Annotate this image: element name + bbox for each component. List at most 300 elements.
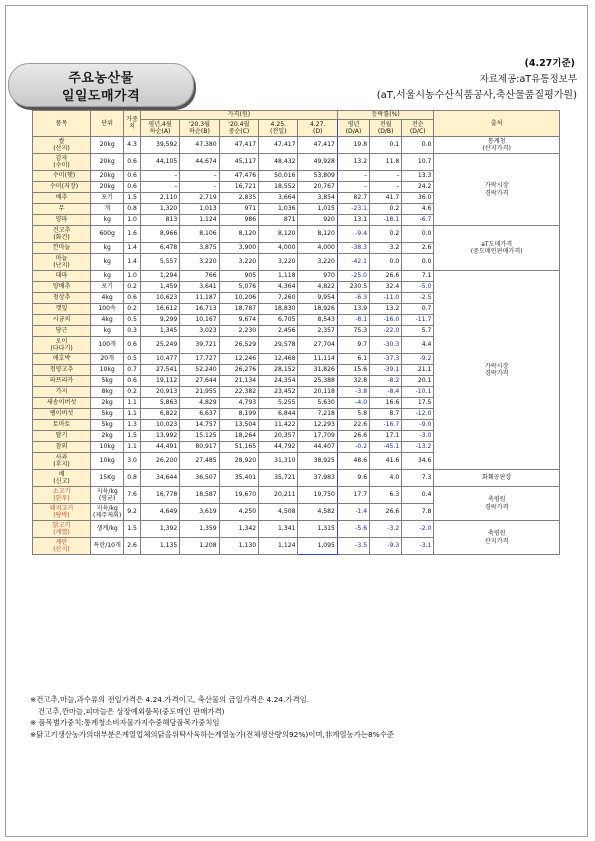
price-d: 20,118 — [298, 387, 337, 398]
weight: 0.2 — [124, 282, 141, 293]
source-cell: 축평원 경락가격 — [434, 487, 560, 521]
price-b: 17,727 — [180, 354, 219, 365]
price-c: 4,793 — [219, 398, 258, 409]
price-c: 26,529 — [219, 337, 258, 354]
price-c: 18,787 — [219, 304, 258, 315]
price-c: 3,220 — [219, 254, 258, 271]
price-p: 2,456 — [259, 326, 298, 337]
price-table-body — [33, 137, 560, 555]
table-row — [33, 271, 560, 282]
source-label: 자료제공:aT유통정보부 — [479, 74, 577, 85]
ratio-dc: 13.3 — [402, 171, 434, 182]
weight: 0.6 — [124, 376, 141, 387]
weight: 1.1 — [124, 442, 141, 453]
weight: 1.0 — [124, 271, 141, 282]
price-b: 47,380 — [180, 137, 219, 154]
header-ratio-da: 평년 (D/A) — [337, 120, 369, 137]
weight: 1.5 — [124, 193, 141, 204]
unit: 생계/kg — [91, 521, 124, 538]
unit: 포기 — [91, 193, 124, 204]
source-detail: (aT,서울시농수산식품공사,축산물품질평가원) — [376, 90, 577, 101]
price-c: 971 — [219, 204, 258, 215]
ratio-da: 19.8 — [337, 137, 369, 154]
item-name: 닭고기 (계열) — [33, 521, 91, 538]
weight: 0.8 — [124, 204, 141, 215]
price-a: 44,491 — [140, 442, 179, 453]
unit: 600g — [91, 226, 124, 243]
price-p: 18,552 — [259, 182, 298, 193]
ratio-da: -25.0 — [337, 271, 369, 282]
price-table — [32, 110, 560, 555]
ratio-da: -38.3 — [337, 243, 369, 254]
price-a: 6,478 — [140, 243, 179, 254]
price-b: 766 — [180, 271, 219, 282]
table-row — [33, 226, 560, 243]
ratio-dc: 0.0 — [402, 226, 434, 243]
header-ratio-dc: 전순 (D/C) — [402, 120, 434, 137]
ratio-db: 6.3 — [370, 487, 402, 504]
price-c: 1,342 — [219, 521, 258, 538]
footnote-4: ※닭고기생산농가의대부분은계열업체의닭을위탁사육하는계열농가(전체생산량의92%)이며,非계열농가는8%수준 — [30, 729, 394, 739]
ratio-da: 13.2 — [337, 154, 369, 171]
item-name: 팽이버섯 — [33, 409, 91, 420]
price-p: 4,508 — [259, 504, 298, 521]
price-p: 1,341 — [259, 521, 298, 538]
item-name: 소고기 (한우) — [33, 487, 91, 504]
title-line-1: 주요농산물 — [68, 71, 134, 86]
price-d: 1,315 — [298, 521, 337, 538]
ratio-db: 32.4 — [370, 282, 402, 293]
item-name: 애호박 — [33, 354, 91, 365]
ratio-db: -39.1 — [370, 365, 402, 376]
price-p: 4,000 — [259, 243, 298, 254]
price-a: 1,135 — [140, 538, 179, 555]
ratio-dc: 5.7 — [402, 326, 434, 337]
item-name: 청양고추 — [33, 365, 91, 376]
item-name: 배추 — [33, 193, 91, 204]
price-c: 45,117 — [219, 154, 258, 171]
price-a: 9,299 — [140, 315, 179, 326]
source-cell: 화훼공판장 — [434, 470, 560, 487]
unit: kg — [91, 215, 124, 226]
price-c: 22,382 — [219, 387, 258, 398]
ratio-db: 0.2 — [370, 204, 402, 215]
weight: 2.6 — [124, 538, 141, 555]
weight: 1.1 — [124, 398, 141, 409]
price-b: 36,507 — [180, 470, 219, 487]
ratio-da: 13.1 — [337, 215, 369, 226]
unit: 20kg — [91, 137, 124, 154]
ratio-dc: 24.2 — [402, 182, 434, 193]
price-a: – — [140, 182, 179, 193]
unit: kg — [91, 271, 124, 282]
date-label: (4.27기준) — [524, 58, 575, 69]
price-a: – — [140, 171, 179, 182]
ratio-dc: -13.2 — [402, 442, 434, 453]
unit: 포기 — [91, 282, 124, 293]
price-c: 47,476 — [219, 171, 258, 182]
source-cell: aT도매가격 (중도매인판매가격) — [434, 226, 560, 271]
price-p: 12,468 — [259, 354, 298, 365]
price-b: 1,013 — [180, 204, 219, 215]
ratio-dc: -12.0 — [402, 409, 434, 420]
item-name: 시금치 — [33, 315, 91, 326]
weight: 0.6 — [124, 293, 141, 304]
price-c: 16,721 — [219, 182, 258, 193]
price-d: 8,543 — [298, 315, 337, 326]
price-a: 25,249 — [140, 337, 179, 354]
price-d: 1,015 — [298, 204, 337, 215]
item-name: 딸기 — [33, 431, 91, 442]
price-d: 27,704 — [298, 337, 337, 354]
price-p: 48,432 — [259, 154, 298, 171]
unit: 지육/kg (제주제외) — [91, 504, 124, 521]
ratio-db: 41.6 — [370, 453, 402, 470]
weight: 0.6 — [124, 171, 141, 182]
unit: 10kg — [91, 442, 124, 453]
price-d: 18,926 — [298, 304, 337, 315]
ratio-dc: -10.1 — [402, 387, 434, 398]
unit: 5kg — [91, 376, 124, 387]
price-b: 3,619 — [180, 504, 219, 521]
header-col-a: 평년,4월 하순(A) — [140, 120, 179, 137]
price-d: 25,388 — [298, 376, 337, 387]
price-p: 29,578 — [259, 337, 298, 354]
price-p: 5,255 — [259, 398, 298, 409]
price-b: 1,208 — [180, 538, 219, 555]
table-row — [33, 137, 560, 154]
price-p: 47,417 — [259, 137, 298, 154]
price-b: 18,587 — [180, 487, 219, 504]
ratio-db: 41.7 — [370, 193, 402, 204]
ratio-da: 13.9 — [337, 304, 369, 315]
footnote-3: ※ 품목별가중치:통계청소비자물가지수중해당품목가중치임 — [30, 718, 220, 727]
price-b: 27,485 — [180, 453, 219, 470]
ratio-da: -0.2 — [337, 442, 369, 453]
price-p: 20,211 — [259, 487, 298, 504]
ratio-dc: -9.0 — [402, 420, 434, 431]
price-a: 8,966 — [140, 226, 179, 243]
ratio-da: -9.4 — [337, 226, 369, 243]
ratio-db: -8.2 — [370, 376, 402, 387]
ratio-da: -8.1 — [337, 315, 369, 326]
price-a: 2,110 — [140, 193, 179, 204]
weight: 1.3 — [124, 420, 141, 431]
price-a: 16,612 — [140, 304, 179, 315]
price-c: 1,130 — [219, 538, 258, 555]
weight: 9.2 — [124, 504, 141, 521]
price-c: 2,230 — [219, 326, 258, 337]
ratio-da: 75.3 — [337, 326, 369, 337]
header-ratio-group: 등락률(%) — [337, 111, 433, 120]
price-b: 2,719 — [180, 193, 219, 204]
price-d: 37,983 — [298, 470, 337, 487]
item-name: 오이 (다다기) — [33, 337, 91, 354]
price-p: 4,364 — [259, 282, 298, 293]
ratio-da: -3.5 — [337, 538, 369, 555]
price-a: 20,913 — [140, 387, 179, 398]
ratio-dc: 0.4 — [402, 487, 434, 504]
item-name: 마늘 (난지) — [33, 254, 91, 271]
price-b: 3,875 — [180, 243, 219, 254]
ratio-db: 0.0 — [370, 254, 402, 271]
ratio-dc: -6.7 — [402, 215, 434, 226]
price-p: 31,310 — [259, 453, 298, 470]
price-c: 26,276 — [219, 365, 258, 376]
ratio-da: 15.6 — [337, 365, 369, 376]
item-name: 배 (신고) — [33, 470, 91, 487]
ratio-db: -16.7 — [370, 420, 402, 431]
unit: kg — [91, 243, 124, 254]
weight: 1.5 — [124, 431, 141, 442]
price-p: 35,721 — [259, 470, 298, 487]
ratio-db: 3.2 — [370, 243, 402, 254]
price-d: 3,854 — [298, 193, 337, 204]
ratio-da: -3.8 — [337, 387, 369, 398]
unit: 20kg — [91, 182, 124, 193]
table-row — [33, 154, 560, 171]
price-a: 5,863 — [140, 398, 179, 409]
price-a: 1,345 — [140, 326, 179, 337]
unit: kg — [91, 326, 124, 337]
item-name: 돼지고기 (탕박) — [33, 504, 91, 521]
price-c: 3,900 — [219, 243, 258, 254]
price-c: 8,199 — [219, 409, 258, 420]
price-c: 35,401 — [219, 470, 258, 487]
ratio-da: 5.8 — [337, 409, 369, 420]
price-d: 5,630 — [298, 398, 337, 409]
item-name: 참외 — [33, 442, 91, 453]
ratio-dc: 0.7 — [402, 304, 434, 315]
header-ratio-db: 전월 (D/B) — [370, 120, 402, 137]
price-b: 21,955 — [180, 387, 219, 398]
ratio-dc: 4.6 — [402, 204, 434, 215]
item-name: 쌀 (산지) — [33, 137, 91, 154]
price-p: 44,792 — [259, 442, 298, 453]
unit: 10kg — [91, 365, 124, 376]
price-p: 7,260 — [259, 293, 298, 304]
price-c: 51,165 — [219, 442, 258, 453]
item-name: 무 — [33, 204, 91, 215]
weight: 0.5 — [124, 315, 141, 326]
item-name: 대파 — [33, 271, 91, 282]
item-name: 당근 — [33, 326, 91, 337]
price-b: 16,713 — [180, 304, 219, 315]
price-b: 10,167 — [180, 315, 219, 326]
price-a: 13,992 — [140, 431, 179, 442]
price-a: 5,557 — [140, 254, 179, 271]
weight: 1.1 — [124, 409, 141, 420]
price-d: 4,582 — [298, 504, 337, 521]
weight: 0.6 — [124, 154, 141, 171]
unit: 개 — [91, 204, 124, 215]
price-c: 13,504 — [219, 420, 258, 431]
unit: 지육/kg (평균) — [91, 487, 124, 504]
header-item: 품목 — [33, 111, 91, 137]
price-p: 871 — [259, 215, 298, 226]
source-cell: 축평원 산지가격 — [434, 521, 560, 555]
price-d: 3,220 — [298, 254, 337, 271]
ratio-dc: 0.0 — [402, 137, 434, 154]
item-name: 깐마늘 — [33, 243, 91, 254]
price-a: 10,477 — [140, 354, 179, 365]
price-b: 15,125 — [180, 431, 219, 442]
price-d: 44,407 — [298, 442, 337, 453]
item-name: 수미(저장) — [33, 182, 91, 193]
weight: 1.6 — [124, 226, 141, 243]
ratio-db: -11.0 — [370, 293, 402, 304]
ratio-dc: -9.2 — [402, 354, 434, 365]
price-b: 8,106 — [180, 226, 219, 243]
price-b: 3,220 — [180, 254, 219, 271]
ratio-da: – — [337, 171, 369, 182]
ratio-dc: 17.5 — [402, 398, 434, 409]
ratio-db: 16.6 — [370, 398, 402, 409]
ratio-da: 9.6 — [337, 470, 369, 487]
ratio-da: -6.3 — [337, 293, 369, 304]
price-d: 11,114 — [298, 354, 337, 365]
price-b: 1,359 — [180, 521, 219, 538]
header-source: 출처 — [434, 111, 560, 137]
price-d: 12,293 — [298, 420, 337, 431]
price-d: 920 — [298, 215, 337, 226]
price-p: 6,705 — [259, 315, 298, 326]
item-name: 양파 — [33, 215, 91, 226]
price-b: – — [180, 171, 219, 182]
item-name: 토마토 — [33, 420, 91, 431]
ratio-da: -4.0 — [337, 398, 369, 409]
price-a: 26,200 — [140, 453, 179, 470]
ratio-db: – — [370, 182, 402, 193]
unit: 20kg — [91, 154, 124, 171]
ratio-db: 4.0 — [370, 470, 402, 487]
price-c: 18,264 — [219, 431, 258, 442]
unit: 2kg — [91, 398, 124, 409]
price-a: 19,112 — [140, 376, 179, 387]
source-cell: 통계청 (산지가격) — [434, 137, 560, 154]
ratio-dc: 21.1 — [402, 365, 434, 376]
price-b: 1,124 — [180, 215, 219, 226]
price-d: 20,767 — [298, 182, 337, 193]
price-p: 23,452 — [259, 387, 298, 398]
table-row — [33, 470, 560, 487]
footnote-1: ※건고추,마늘,과수류의 전일가격은 4.24.가격이고, 축산물의 금일가격은 4.24.가격임. — [30, 695, 310, 704]
price-c: 28,920 — [219, 453, 258, 470]
ratio-dc: 10.7 — [402, 154, 434, 171]
price-a: 10,623 — [140, 293, 179, 304]
ratio-dc: -11.7 — [402, 315, 434, 326]
unit: 2kg — [91, 431, 124, 442]
price-d: 53,809 — [298, 171, 337, 182]
item-name: 사과 (후지) — [33, 453, 91, 470]
price-c: 8,120 — [219, 226, 258, 243]
ratio-db: 11.8 — [370, 154, 402, 171]
ratio-dc: 34.6 — [402, 453, 434, 470]
price-p: 3,664 — [259, 193, 298, 204]
price-p: 50,016 — [259, 171, 298, 182]
ratio-db: -30.3 — [370, 337, 402, 354]
ratio-dc: -5.0 — [402, 282, 434, 293]
price-d: 7,218 — [298, 409, 337, 420]
price-p: 8,120 — [259, 226, 298, 243]
weight: 1.5 — [124, 521, 141, 538]
price-d: 9,954 — [298, 293, 337, 304]
item-name: 새송이버섯 — [33, 398, 91, 409]
price-b: 14,757 — [180, 420, 219, 431]
weight: 4.3 — [124, 137, 141, 154]
price-p: 3,220 — [259, 254, 298, 271]
ratio-dc: 7.8 — [402, 504, 434, 521]
price-c: 12,246 — [219, 354, 258, 365]
price-a: 39,592 — [140, 137, 179, 154]
ratio-dc: 36.0 — [402, 193, 434, 204]
price-p: 11,422 — [259, 420, 298, 431]
ratio-da: 6.1 — [337, 354, 369, 365]
ratio-db: -22.0 — [370, 326, 402, 337]
unit: 특란/10개 — [91, 538, 124, 555]
ratio-dc: -3.1 — [402, 538, 434, 555]
unit: 4kg — [91, 293, 124, 304]
title-badge — [8, 63, 194, 107]
price-d: 4,822 — [298, 282, 337, 293]
weight: 0.2 — [124, 304, 141, 315]
price-b: 3,641 — [180, 282, 219, 293]
price-a: 27,541 — [140, 365, 179, 376]
item-name: 수미(햇) — [33, 171, 91, 182]
unit: 5kg — [91, 409, 124, 420]
ratio-db: 26.6 — [370, 504, 402, 521]
weight: 0.3 — [124, 326, 141, 337]
weight: 0.2 — [124, 387, 141, 398]
unit: 100개 — [91, 337, 124, 354]
price-c: 5,076 — [219, 282, 258, 293]
ratio-db: 0.1 — [370, 137, 402, 154]
item-name: 깻잎 — [33, 304, 91, 315]
header-price-group: 가격(원) — [140, 111, 337, 120]
price-b: 3,023 — [180, 326, 219, 337]
price-b: – — [180, 182, 219, 193]
price-a: 1,392 — [140, 521, 179, 538]
price-d: 49,928 — [298, 154, 337, 171]
weight: 1.4 — [124, 243, 141, 254]
ratio-dc: 2.6 — [402, 243, 434, 254]
ratio-db: 17.1 — [370, 431, 402, 442]
price-d: 38,925 — [298, 453, 337, 470]
ratio-da: 230.5 — [337, 282, 369, 293]
price-a: 10,023 — [140, 420, 179, 431]
price-a: 44,105 — [140, 154, 179, 171]
price-p: 24,354 — [259, 376, 298, 387]
price-b: 44,674 — [180, 154, 219, 171]
ratio-da: 22.6 — [337, 420, 369, 431]
weight: 1.4 — [124, 254, 141, 271]
ratio-dc: 0.0 — [402, 254, 434, 271]
price-c: 47,417 — [219, 137, 258, 154]
ratio-da: -1.4 — [337, 504, 369, 521]
weight: 1.0 — [124, 215, 141, 226]
weight: 0.6 — [124, 337, 141, 354]
unit: 15Kg — [91, 470, 124, 487]
price-d: 4,000 — [298, 243, 337, 254]
table-row — [33, 521, 560, 538]
unit: 100속 — [91, 304, 124, 315]
title-line-2: 일일도매가격 — [61, 89, 141, 104]
unit: kg — [91, 254, 124, 271]
ratio-dc: -2.0 — [402, 521, 434, 538]
price-b: 4,829 — [180, 398, 219, 409]
unit: 4kg — [91, 315, 124, 326]
price-a: 1,294 — [140, 271, 179, 282]
